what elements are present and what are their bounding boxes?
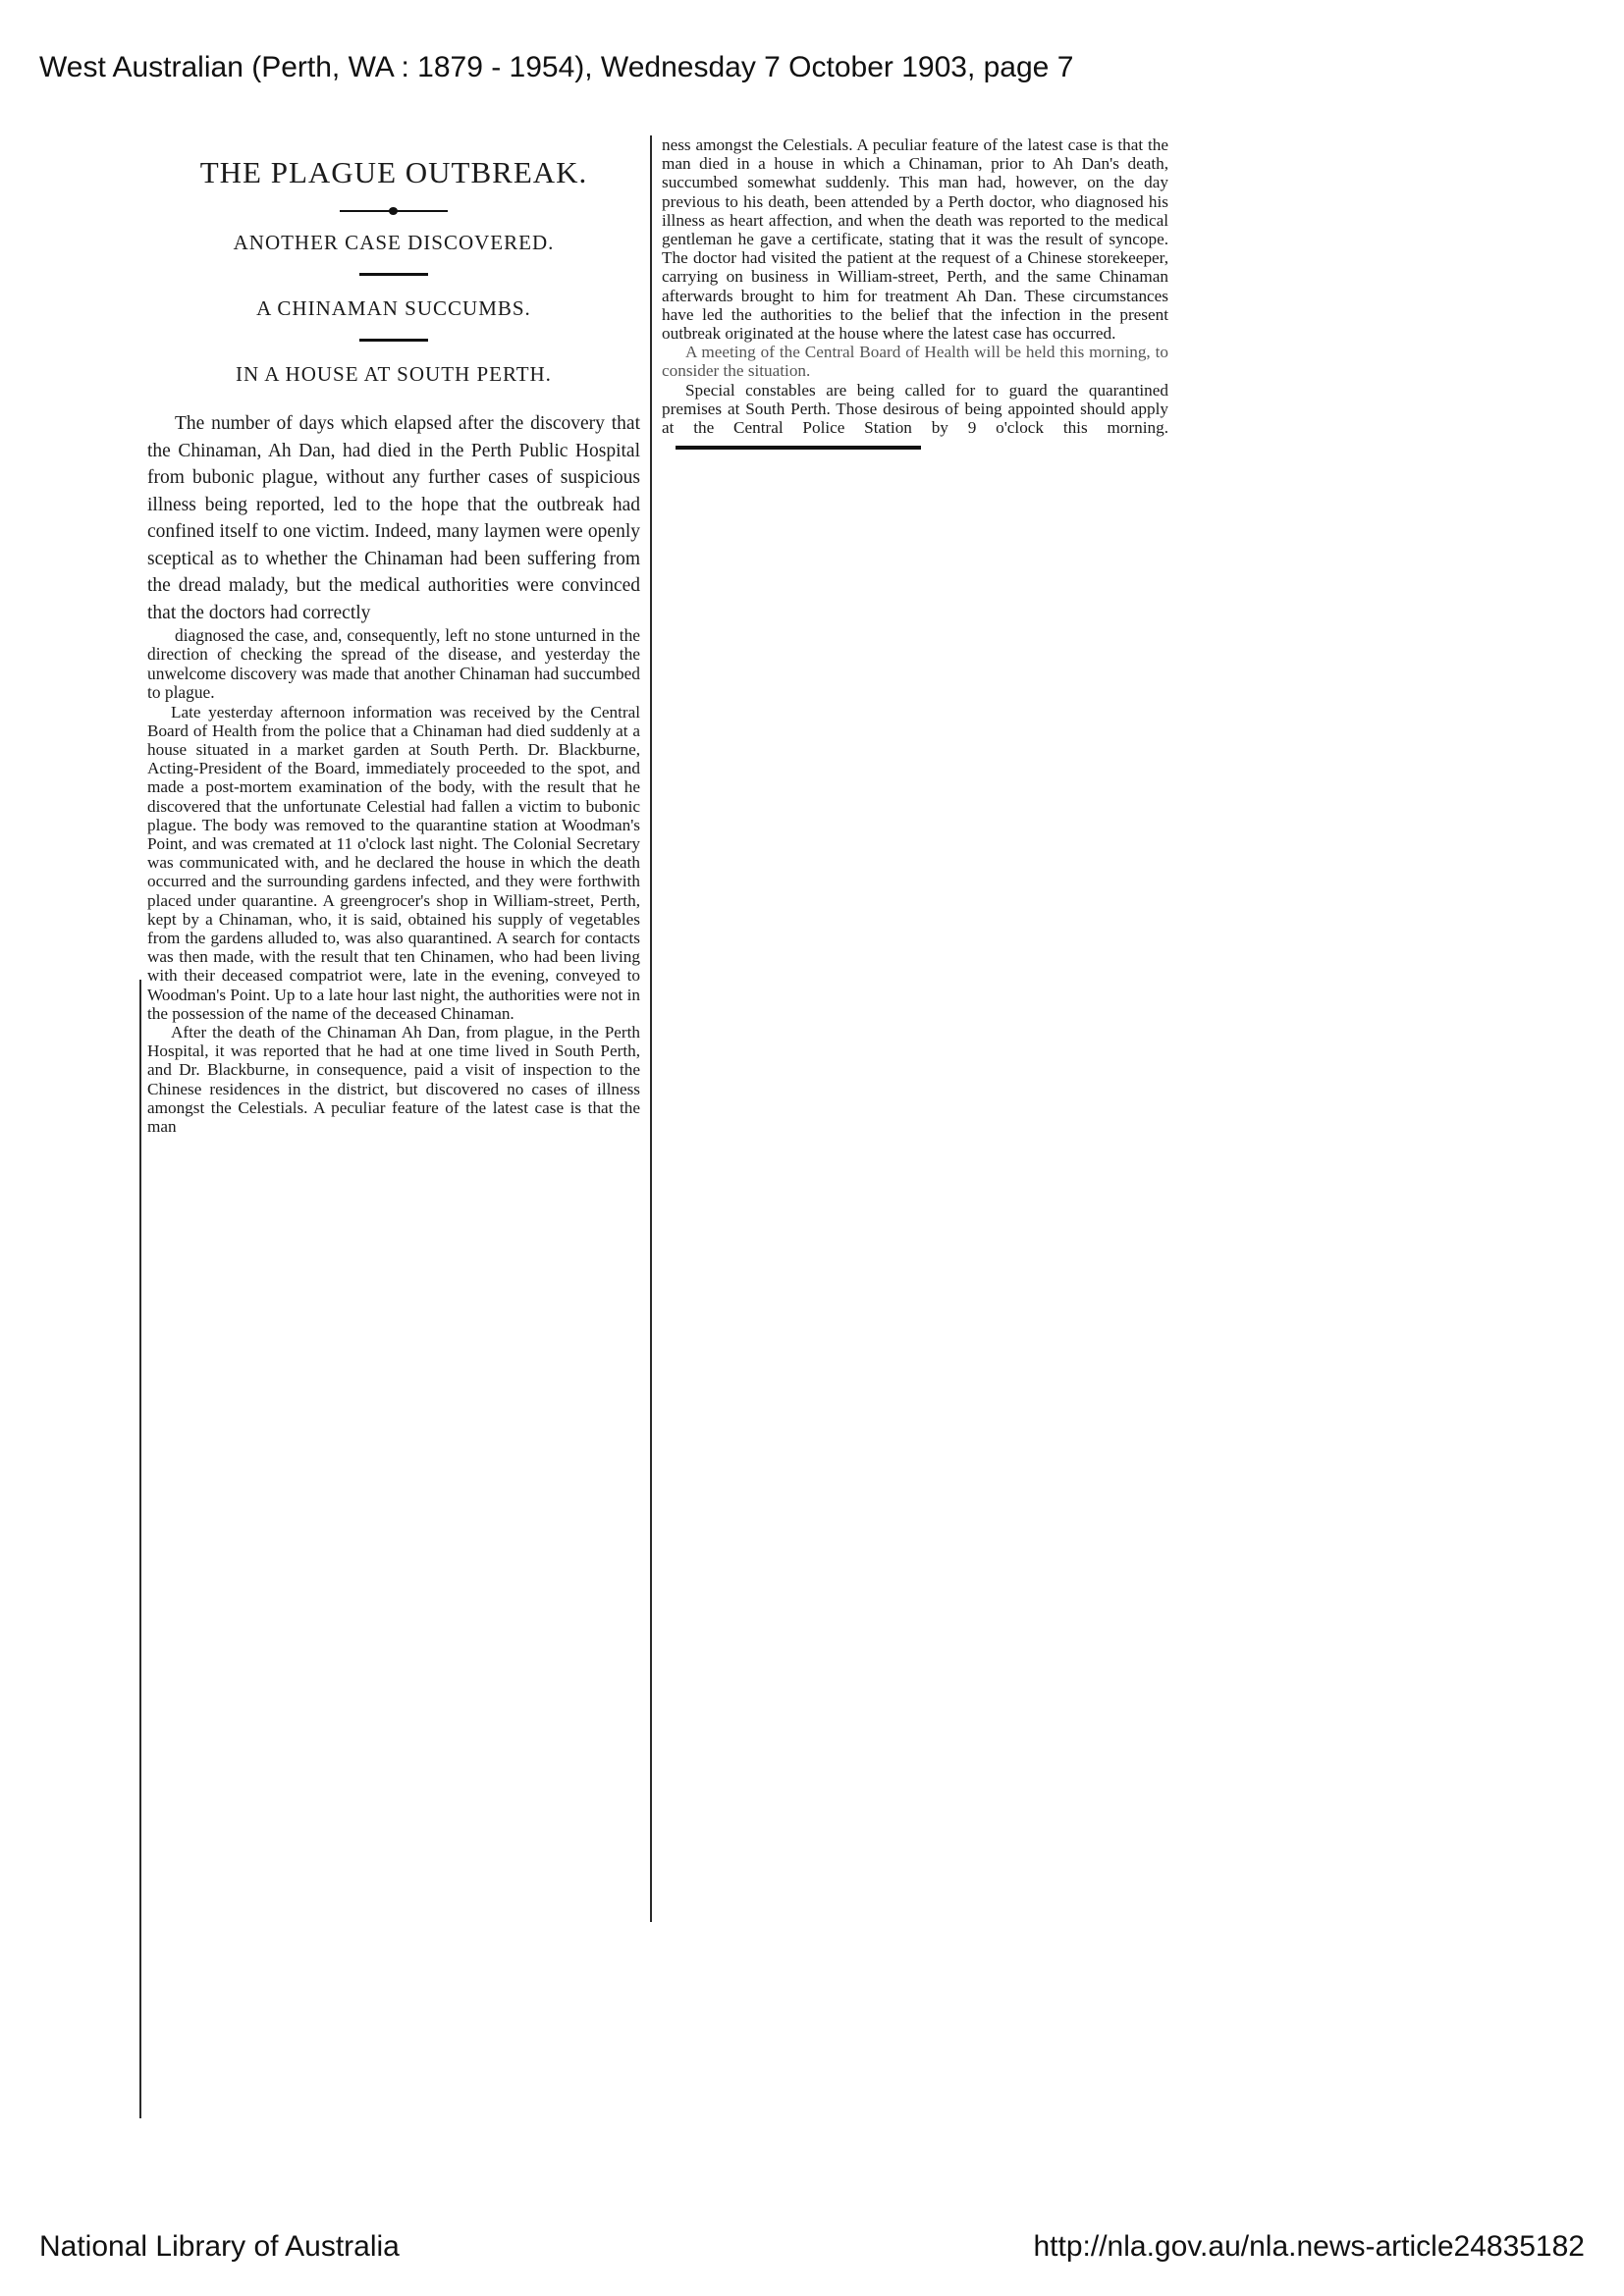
newspaper-clipping	[147, 135, 1168, 2030]
article-paragraph-1	[147, 410, 640, 703]
article-paragraph-5	[662, 381, 1168, 456]
paragraph-1-wide-text: The number of days which elapsed after the discovery that the Chinaman, Ah Dan, had died in the Perth Public Hospital from bubonic plague, without any further cases of suspicious illness being reported, led to the hope that the outbreak had confined itself to one victim. Indeed, many laymen were openly sceptical as to whether the Chinaman had been suffering from the dread malady, but the medical authorities were convinced that the doctors had correctly	[147, 413, 640, 623]
subhead-2: A CHINAMAN SUCCUMBS.	[256, 296, 531, 320]
article-column-right	[662, 135, 1168, 455]
paragraph-5-text: Special constables are being called for to guard the quarantined premises at South Perth. Those desirous of being appointed should apply at the Central Police Station by 9 o'clock this morning.	[662, 380, 1168, 438]
article-column-left	[147, 135, 640, 1136]
subhead-rule	[359, 273, 428, 276]
subhead-rule	[359, 339, 428, 342]
article-paragraph-3-left: After the death of the Chinaman Ah Dan, from plague, in the Perth Hospital, it was reported that he had at one time lived in South Perth, and Dr. Blackburne, in consequence, paid a visit of inspection to the Chinese residences in the district, but discovered no cases of illness amongst the Celestials. A peculiar feature of the latest case is that the man	[147, 1023, 640, 1137]
column-divider	[650, 135, 652, 1922]
article-end-rule	[676, 446, 921, 450]
subhead-3: IN A HOUSE AT SOUTH PERTH.	[236, 362, 552, 386]
article-headline: THE PLAGUE OUTBREAK.	[199, 155, 588, 189]
article-paragraph-3-right: ness amongst the Celestials. A peculiar feature of the latest case is that the man died in a house in which a Chinaman, prior to Ah Dan's death, succumbed somewhat suddenly. This man had, however, on the day previous to his death, been attended by a Perth doctor, who diagnosed his illness as heart affection, and when the death was reported to the medical gentleman he gave a certificate, stating that it was the result of syncope. The doctor had visited the patient at the request of a Chinese storekeeper, carrying on business in William-street, Perth, and the same Chinaman afterwards brought to him for treatment Ah Dan. These circumstances have led the authorities to the belief that the infection in the present outbreak originated at the house where the latest case has occurred.	[662, 135, 1168, 344]
paragraph-1-narrow-text: diagnosed the case, and, consequently, left no stone unturned in the direction of checking the spread of the disease, and yesterday the unwelcome discovery was made that another Chinaman had succumbed to plague.	[147, 625, 640, 703]
page-citation-header: West Australian (Perth, WA : 1879 - 1954), Wednesday 7 October 1903, page 7	[39, 51, 1074, 83]
footer-publisher: National Library of Australia	[39, 2230, 400, 2263]
column-edge-rule	[139, 980, 141, 2118]
subhead-1: ANOTHER CASE DISCOVERED.	[233, 231, 555, 254]
footer-article-url[interactable]: http://nla.gov.au/nla.news-article24835182	[1033, 2230, 1585, 2263]
headline-rule	[340, 210, 448, 212]
article-paragraph-2: Late yesterday afternoon information was received by the Central Board of Health from the police that a Chinaman had died suddenly at a house situated in a market garden at South Perth. Dr. Blackburne, Acting-President of the Board, immediately proceeded to the spot, and made a post-mortem examination of the body, with the result that he discovered that the unfortunate Celestial had fallen a victim to bubonic plague. The body was removed to the quarantine station at Woodman's Point, and was cremated at 11 o'clock last night. The Colonial Secretary was communicated with, and he declared the house in which the death occurred and the surrounding gardens infected, and they were forthwith placed under quarantine. A greengrocer's shop in William-street, Perth, kept by a Chinaman, who, it is said, obtained his supply of vegetables from the gardens alluded to, was also quarantined. A search for contacts was then made, with the result that ten Chinamen, who had been living with their deceased compatriot were, late in the evening, conveyed to Woodman's Point. Up to a late hour last night, the authorities were not in the possession of the name of the deceased Chinaman.	[147, 702, 640, 1023]
article-paragraph-4: A meeting of the Central Board of Health will be held this morning, to consider the situation.	[662, 343, 1168, 381]
